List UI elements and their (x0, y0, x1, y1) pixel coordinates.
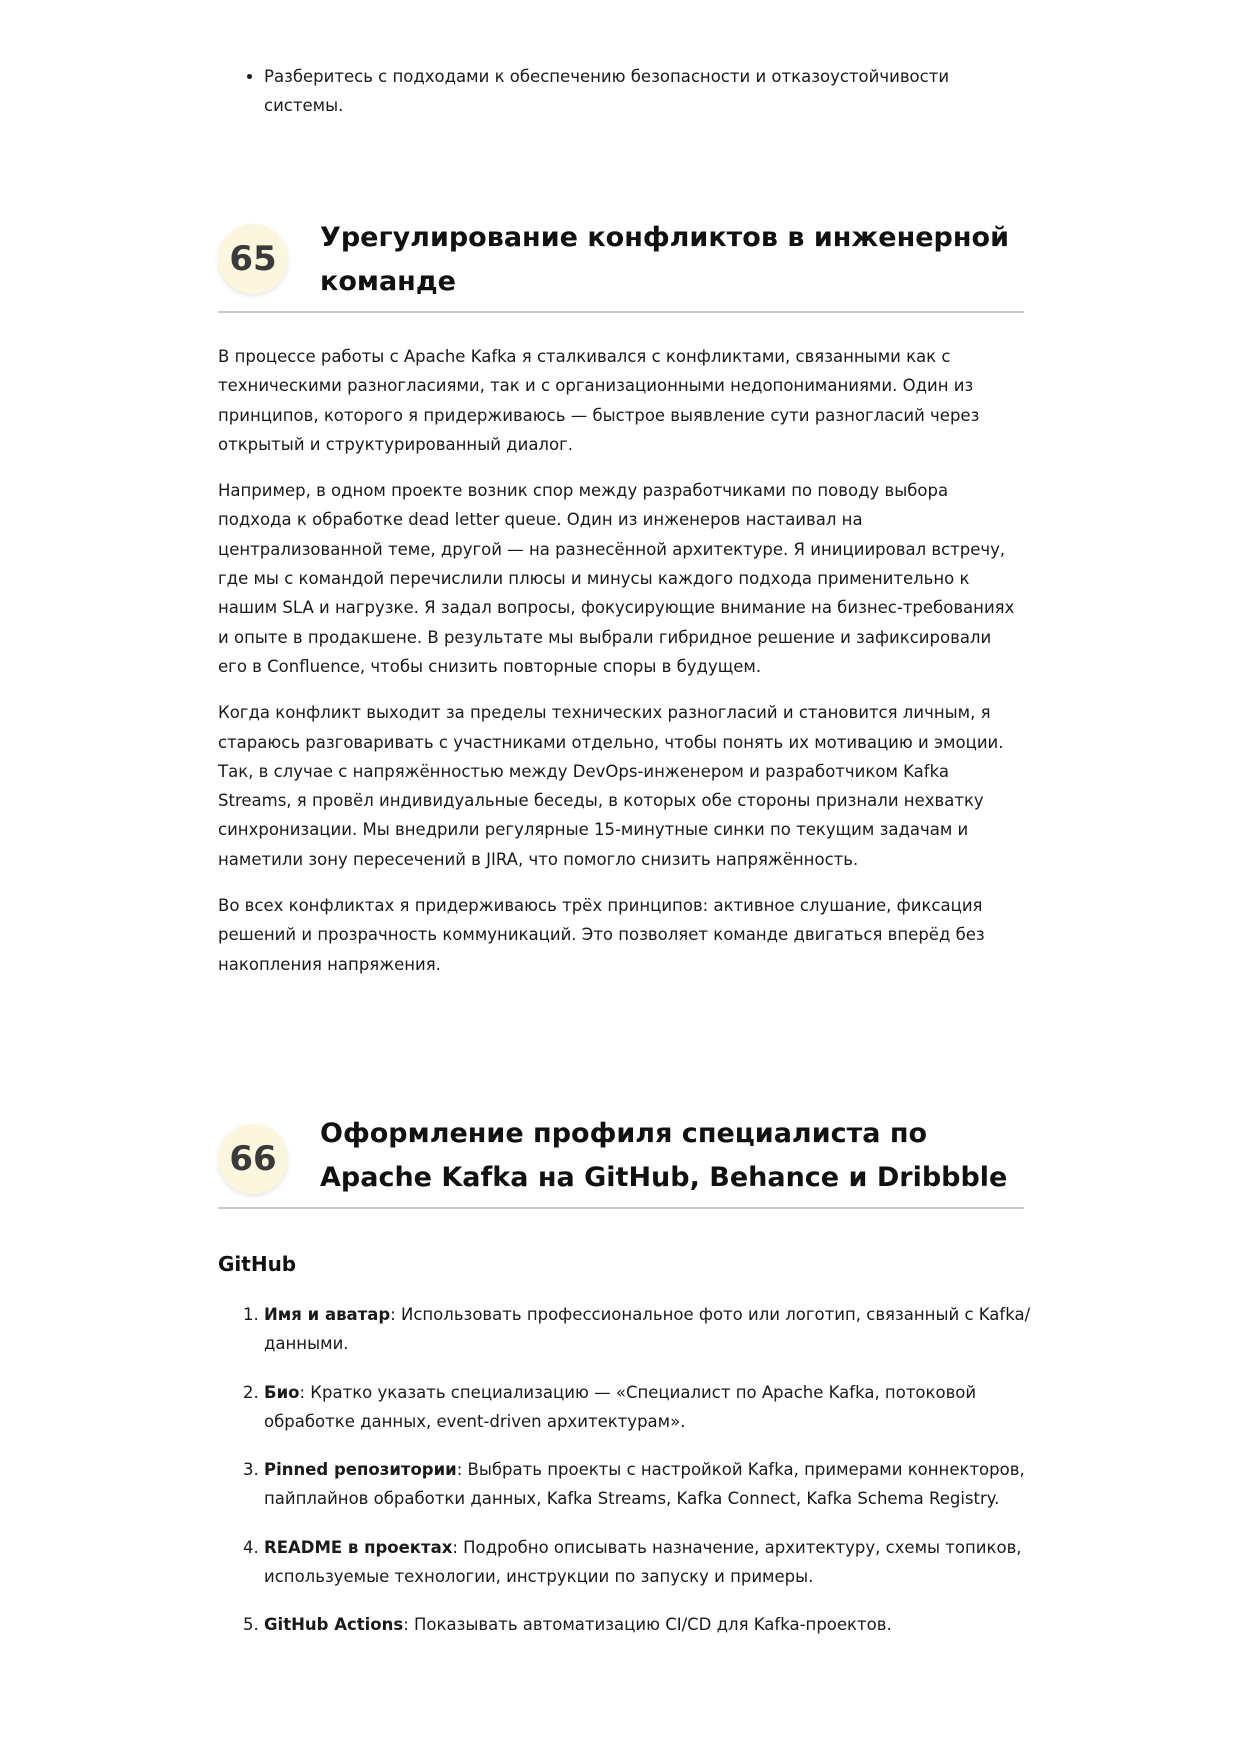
section-number-badge: 66 (218, 1124, 288, 1194)
paragraph: В процессе работы с Apache Kafka я сталкивался с конфликтами, связанными как с техническими разногласиями, так и с организационными недопониманиями. Один из принципов, которого я придерживаюсь — быстрое выявление сути разногласий через открытый и структурированный диалог. (218, 347, 980, 454)
bullet-list (218, 62, 1024, 120)
item-text: : Подробно описывать назначение, архитектуру, схемы топиков, используемые технологии, инструкции по запуску и примеры. (264, 1537, 1022, 1587)
paragraph: Во всех конфликтах я придерживаюсь трёх принципов: активное слушание, фиксация решений и прозрачность коммуникаций. Это позволяет команде двигаться вперёд без накопления напряжения. (218, 896, 985, 974)
section-header-66 (218, 1112, 1024, 1209)
section-header-65 (218, 216, 1024, 313)
paragraph: Например, в одном проекте возник спор между разработчиками по поводу выбора подхода к обработке dead letter queue. Один из инженеров настаивал на централизованной теме, другой — на разнесённой архитектуре. Я инициировал встречу, где мы с командой перечислили плюсы и минусы каждого подхода применительно к нашим SLA и нагрузке. Я задал вопросы, фокусирующие внимание на бизнес-требованиях и опыте в продакшене. В результате мы выбрали гибридное решение и зафиксировали его в Confluence, чтобы снизить повторные споры в будущем. (218, 481, 1015, 676)
list-item (264, 1610, 1070, 1639)
subsection-title-github: GitHub (218, 1252, 297, 1276)
item-text: : Показывать автоматизацию CI/CD для Kafka-проектов. (403, 1615, 892, 1635)
list-item (264, 1533, 1070, 1592)
item-term: Pinned репозитории (264, 1460, 457, 1480)
item-term: README в проектах (264, 1537, 453, 1557)
list-item (264, 1455, 1070, 1514)
item-text: : Использовать профессиональное фото или логотип, связанный с Kafka/данными. (264, 1305, 1031, 1354)
section-title: Оформление профиля специалиста по Apache Kafka на GitHub, Behance и Dribbble (320, 1118, 1008, 1193)
bullet-item: • Разберитесь с подходами к обеспечению безопасности и отказоустойчивости системы. (264, 62, 1024, 120)
section-body-65 (218, 342, 1024, 996)
github-checklist (218, 1300, 1070, 1659)
item-text: : Выбрать проекты с настройкой Kafka, примерами коннекторов, пайплайнов обработки данных, Kafka Streams, Kafka Connect, Kafka Schema Registry. (264, 1460, 1025, 1509)
item-text: : Кратко указать специализацию — «Специалист по Apache Kafka, потоковой обработке данных, event-driven архитектурам». (264, 1382, 977, 1431)
section-number-badge: 65 (218, 224, 288, 294)
section-title: Урегулирование конфликтов в инженерной команде (320, 222, 1010, 297)
item-term: Био (264, 1382, 300, 1402)
list-item (264, 1378, 1070, 1437)
paragraph: Когда конфликт выходит за пределы технических разногласий и становится личным, я стараюсь разговаривать с участниками отдельно, чтобы понять их мотивацию и эмоции. Так, в случае с напряжённостью между DevOps-инженером и разработчиком Kafka Streams, я провёл индивидуальные беседы, в которых обе стороны признали нехватку синхронизации. Мы внедрили регулярные 15-минутные синки по текущим задачам и наметили зону пересечений в JIRA, что помогло снизить напряжённость. (218, 703, 1004, 869)
item-term: GitHub Actions (264, 1615, 404, 1635)
list-item (264, 1300, 1070, 1359)
item-term: Имя и аватар (264, 1305, 391, 1324)
